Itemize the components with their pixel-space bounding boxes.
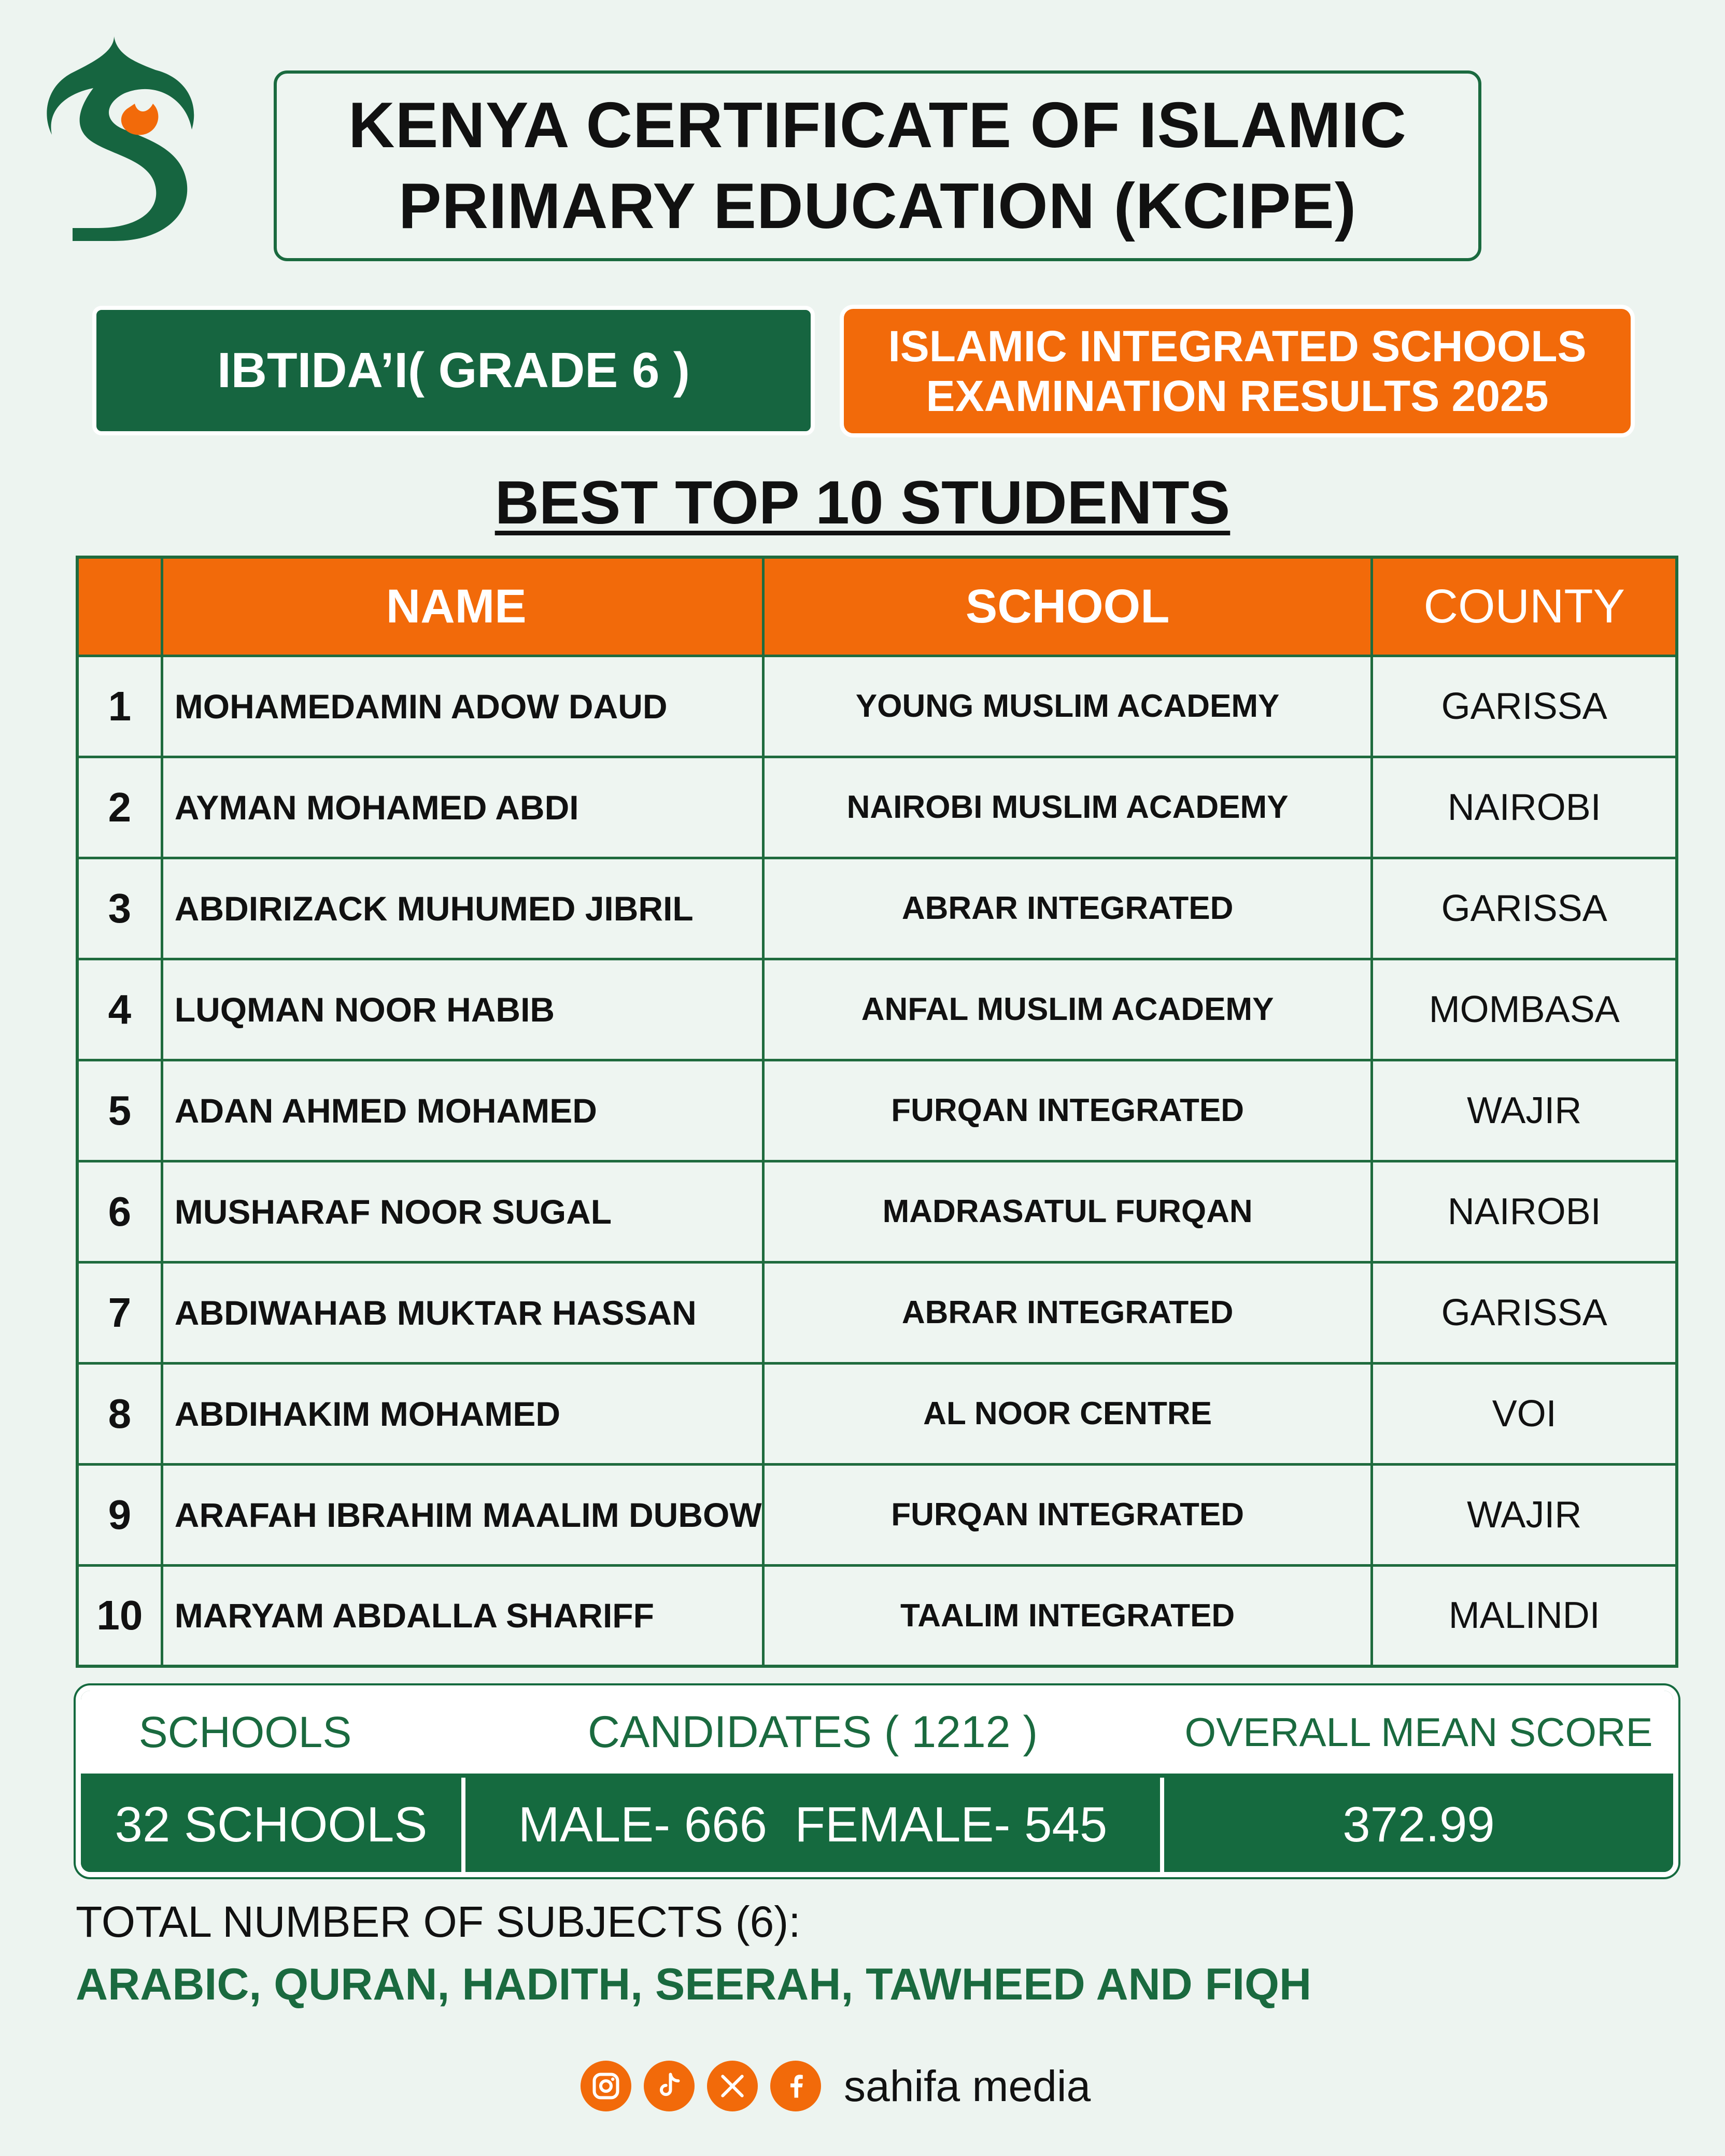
- section-heading-text: BEST TOP 10 STUDENTS: [494, 469, 1231, 537]
- rank-cell: 1: [77, 656, 162, 757]
- candidates-label: CANDIDATES ( 1212 ): [465, 1691, 1160, 1774]
- brand-name: sahifa media: [844, 2061, 1091, 2110]
- students-table: [76, 556, 1678, 1668]
- instagram-icon[interactable]: [581, 2061, 631, 2111]
- table-row: [77, 1464, 1677, 1565]
- school-cell: ANFAL MUSLIM ACADEMY: [763, 959, 1372, 1060]
- rank-cell: 8: [77, 1363, 162, 1464]
- rank-header: [77, 557, 162, 656]
- table-row: [77, 858, 1677, 959]
- mean-score-label: OVERALL MEAN SCORE: [1164, 1691, 1673, 1774]
- tiktok-icon[interactable]: [644, 2061, 695, 2111]
- name-cell: AYMAN MOHAMED ABDI: [162, 757, 763, 858]
- table-row: [77, 1060, 1677, 1161]
- name-cell: MUSHARAF NOOR SUGAL: [162, 1161, 763, 1262]
- rank-cell: 2: [77, 757, 162, 858]
- table-row: [77, 1363, 1677, 1464]
- subjects-list: ARABIC, QURAN, HADITH, SEERAH, TAWHEED AND FIQH: [76, 1960, 1312, 2009]
- school-cell: ABRAR INTEGRATED: [763, 1262, 1372, 1363]
- title-line-1: KENYA CERTIFICATE OF ISLAMIC: [348, 90, 1407, 161]
- table-row: [77, 656, 1677, 757]
- school-cell: FURQAN INTEGRATED: [763, 1060, 1372, 1161]
- rank-cell: 7: [77, 1262, 162, 1363]
- rank-cell: 4: [77, 959, 162, 1060]
- results-line-2: EXAMINATION RESULTS 2025: [926, 372, 1549, 420]
- grade-badge: IBTIDA’I( GRADE 6 ): [92, 306, 815, 435]
- county-header: COUNTY: [1372, 557, 1677, 656]
- county-cell: VOI: [1372, 1363, 1677, 1464]
- name-cell: LUQMAN NOOR HABIB: [162, 959, 763, 1060]
- county-cell: GARISSA: [1372, 858, 1677, 959]
- mean-score-value: 372.99: [1164, 1778, 1673, 1872]
- schools-label: SCHOOLS: [81, 1691, 461, 1774]
- stats-panel: [76, 1685, 1678, 1877]
- rank-cell: 5: [77, 1060, 162, 1161]
- rank-cell: 6: [77, 1161, 162, 1262]
- x-icon[interactable]: [707, 2061, 758, 2111]
- school-cell: NAIROBI MUSLIM ACADEMY: [763, 757, 1372, 858]
- county-cell: GARISSA: [1372, 1262, 1677, 1363]
- name-cell: MARYAM ABDALLA SHARIFF: [162, 1565, 763, 1666]
- schools-value: 32 SCHOOLS: [81, 1778, 461, 1872]
- table-row: [77, 1565, 1677, 1666]
- facebook-icon[interactable]: [770, 2061, 821, 2111]
- results-line-1: ISLAMIC INTEGRATED SCHOOLS: [888, 322, 1587, 371]
- county-cell: WAJIR: [1372, 1060, 1677, 1161]
- name-cell: MOHAMEDAMIN ADOW DAUD: [162, 656, 763, 757]
- school-cell: YOUNG MUSLIM ACADEMY: [763, 656, 1372, 757]
- footer: [581, 2058, 1091, 2115]
- school-cell: FURQAN INTEGRATED: [763, 1464, 1372, 1565]
- name-cell: ADAN AHMED MOHAMED: [162, 1060, 763, 1161]
- county-cell: MOMBASA: [1372, 959, 1677, 1060]
- subjects-label: TOTAL NUMBER OF SUBJECTS (6):: [76, 1897, 801, 1946]
- rank-cell: 3: [77, 858, 162, 959]
- section-heading: [0, 466, 1725, 539]
- county-cell: NAIROBI: [1372, 1161, 1677, 1262]
- results-badge: [840, 305, 1635, 437]
- name-cell: ARAFAH IBRAHIM MAALIM DUBOW: [162, 1464, 763, 1565]
- table-row: [77, 757, 1677, 858]
- table-row: [77, 1262, 1677, 1363]
- county-cell: MALINDI: [1372, 1565, 1677, 1666]
- name-header: NAME: [162, 557, 763, 656]
- school-cell: TAALIM INTEGRATED: [763, 1565, 1372, 1666]
- school-cell: MADRASATUL FURQAN: [763, 1161, 1372, 1262]
- table-header-row: [77, 557, 1677, 656]
- title-line-2: PRIMARY EDUCATION (KCIPE): [398, 171, 1357, 242]
- table-row: [77, 959, 1677, 1060]
- sahifa-logo: [36, 31, 202, 244]
- rank-cell: 10: [77, 1565, 162, 1666]
- candidates-value: MALE- 666 FEMALE- 545: [465, 1778, 1160, 1872]
- name-cell: ABDIWAHAB MUKTAR HASSAN: [162, 1262, 763, 1363]
- table-row: [77, 1161, 1677, 1262]
- school-header: SCHOOL: [763, 557, 1372, 656]
- name-cell: ABDIRIZACK MUHUMED JIBRIL: [162, 858, 763, 959]
- school-cell: AL NOOR CENTRE: [763, 1363, 1372, 1464]
- title-box: [274, 70, 1481, 261]
- county-cell: WAJIR: [1372, 1464, 1677, 1565]
- school-cell: ABRAR INTEGRATED: [763, 858, 1372, 959]
- county-cell: NAIROBI: [1372, 757, 1677, 858]
- county-cell: GARISSA: [1372, 656, 1677, 757]
- name-cell: ABDIHAKIM MOHAMED: [162, 1363, 763, 1464]
- rank-cell: 9: [77, 1464, 162, 1565]
